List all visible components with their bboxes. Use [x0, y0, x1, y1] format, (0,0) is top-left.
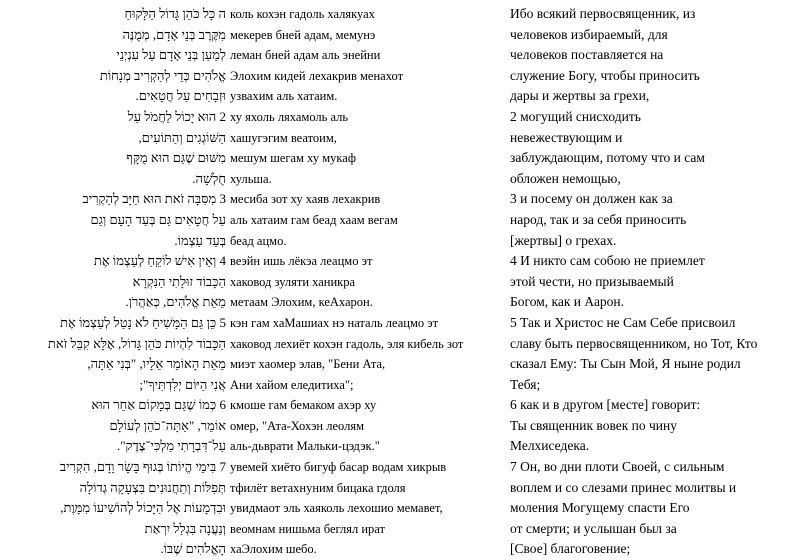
text-line: славу быть первосвященником, но Тот, Кто	[510, 335, 758, 351]
text-line: человеков избираемый, для	[510, 26, 668, 42]
text-line: увидмаот эль хаяколь лехошио мемавет,	[230, 501, 443, 516]
text-line: 7 Он, во дни плоти Своей, с сильным	[510, 459, 725, 475]
text-line: 5 Так и Христос не Сам Себе присвоил	[510, 314, 736, 330]
text-line: метаам Элохим, кеАхарон.	[230, 295, 373, 310]
text-line: Тебя;	[510, 376, 541, 392]
text-line: невежествующим и	[510, 129, 623, 145]
text-line: веэйн ишь лёкэа леацмо эт	[230, 254, 373, 269]
text-line: аль хатаим гам беад хаам вегам	[230, 212, 398, 227]
text-line: 6 как и в другом [месте] говорит:	[510, 397, 701, 413]
text-line: עַל־דִּבְרָתִי מַלְכִּי־צֶדֶק".	[116, 438, 226, 454]
text-line: 2 הוּא יָכוֹל לַחֲמֹל עַל	[127, 108, 226, 124]
text-line: 7 בִּימֵי הֱיוֹתוֹ בְּגוּף בָּשָׂר וָדָם, הִקְרִיב	[59, 459, 226, 475]
text-line: хаЭлохим шебо.	[230, 542, 317, 557]
text-line: месиба зот ху хаяв лехакрив	[230, 192, 381, 207]
text-line: מִקֶּרֶב בְּנֵי אָדָם, מְמֻנֶּה	[122, 26, 226, 42]
text-line: миэт хаомер элав, "Бени Ата,	[230, 357, 386, 372]
text-line: народ, так и за себя приносить	[510, 211, 687, 227]
text-line: 3 и посему он должен как за	[510, 191, 673, 207]
text-line: Ибо всякий первосвященник, из	[510, 6, 696, 21]
text-line: הַכָּבוֹד זוּלָתִי הַנִּקְרָא	[132, 273, 226, 289]
text-line: [Свое] благоговение;	[510, 541, 631, 557]
text-line: хаковод зуляти ханикра	[230, 274, 356, 289]
text-line: אֱלֹהִים כְּדֵי לְהַקְרִיב מְנָחוֹת	[99, 67, 226, 83]
text-line: ה כָּל כֹּהֵן גָּדוֹל הַלָּקוּחַ	[124, 6, 226, 21]
text-line: узвахим аль хатаим.	[230, 89, 338, 104]
text-line: הַכָּבוֹד לִהְיוֹת כֹּהֵן גָּדוֹל, אֶלָּא קִבֵּל זֹאת	[47, 335, 226, 351]
transliteration-column	[230, 4, 500, 560]
text-line: дары и жертвы за грехи,	[510, 88, 650, 104]
text-line: леман бней адам аль энейни	[230, 48, 381, 63]
text-line: מֵאֵת אֱלֹהִים, כְּאַהֲרֹן.	[125, 294, 226, 310]
text-line: кэн гам хаМашиах нэ наталь леацмо эт	[230, 315, 439, 330]
text-line: этой чести, но призываемый	[510, 273, 674, 289]
text-line: моления Могущему спасти Его	[510, 500, 690, 516]
text-line: וּזְבָחִים עַל חֲטָאִים.	[135, 88, 226, 104]
text-line: חֻלְשָׁה.	[192, 170, 226, 186]
text-line: обложен немощью,	[510, 170, 621, 186]
text-line: 4 И никто сам собою не приемлет	[510, 253, 705, 269]
text-line: кмоше гам бемаком ахэр ху	[230, 398, 377, 413]
text-line: сказал Ему: Ты Сын Мой, Я ныне родил	[510, 356, 741, 372]
text-line: мекерев бней адам, мемунэ	[230, 27, 376, 42]
text-line: коль кохэн гадоль халякуах	[230, 7, 375, 21]
hebrew-column	[4, 4, 226, 560]
text-line: 3 מִסִּבָּה זֹאת הוּא חַיָּב לְהַקְרִיב	[82, 191, 226, 207]
text-line: хаковод лехиёт кохэн гадоль, эля кибель зот	[230, 336, 464, 351]
text-line: [жертвы] о грехах.	[510, 232, 617, 248]
text-line: 2 могущий снисходить	[510, 108, 641, 124]
text-line: хульша.	[230, 171, 272, 186]
text-line: וְנַעֲנָה בִּגְלַל יִרְאַת	[144, 520, 226, 536]
text-line: עַל חֲטָאִים גַּם בְּעַד הָעָם וְגַם	[90, 211, 226, 227]
text-line: וּבִדְמָעוֹת אֶל הַיָּכוֹל לְהוֹשִׁיעוֹ מִמָּוֶת,	[60, 500, 226, 516]
russian-column	[510, 4, 798, 560]
text-line: воплем и со слезами принес молитвы и	[510, 479, 737, 495]
text-line: ху яхоль ляхамоль аль	[230, 109, 349, 124]
text-line: аль-дьврати Мальки-цэдэк."	[230, 439, 380, 454]
text-line: הָאֱלֹהִים שֶׁבּוֹ.	[160, 541, 226, 557]
text-line: הַשּׁוֹגְגִים וְהַתּוֹעִים,	[138, 129, 226, 145]
text-line: אֲנִי הַיּוֹם יְלִדְתִּיךָ";	[139, 376, 226, 392]
text-line: увемей хиёто бигуф басар водам хикрыв	[230, 460, 447, 475]
text-line: тфилёт ветахнуним бицака гдоля	[230, 480, 406, 495]
text-line: веомнам нишьма беглял ират	[230, 521, 385, 536]
text-line: מֵאֵת הָאוֹמֵר אֵלָיו, "בְּנִי אַתָּה,	[87, 356, 226, 372]
text-line: לְמַעַן בְּנֵי אָדָם עַל עִנְיְנֵי	[116, 47, 226, 63]
text-line: Ты священник вовек по чину	[510, 417, 678, 433]
text-line: Богом, как и Аарон.	[510, 294, 625, 310]
text-line: מִשּׁוּם שֶׁגַּם הוּא מֻקָּף	[126, 150, 226, 166]
text-line: омер, "Ата-Хохэн леолям	[230, 418, 365, 433]
text-line: заблуждающим, потому что и сам	[510, 150, 705, 166]
text-line: беад ацмо.	[230, 233, 287, 248]
text-line: хашугэгим веатоим,	[230, 130, 337, 145]
text-line: 4 וְאֵין אִישׁ לוֹקֵחַ לְעַצְמוֹ אֶת	[93, 253, 226, 269]
text-line: человеков поставляется на	[510, 47, 664, 63]
text-line: אוֹמֵר, "אַתָּה־כֹהֵן לְעוֹלָם	[109, 417, 226, 433]
text-line: служение Богу, чтобы приносить	[510, 67, 700, 83]
text-line: от смерти; и услышан был за	[510, 520, 677, 536]
text-line: Мелхиседека.	[510, 438, 590, 454]
text-line: תְּפִלּוֹת וְתַחֲנוּנִים בִּצְעָקָה גְדוֹלָה	[79, 479, 226, 495]
text-line: 5 כֵּן גַּם הַמָּשִׁיחַ לֹא נָטַל לְעַצְמוֹ אֶת	[60, 314, 226, 330]
text-line: мешум шегам ху мукаф	[230, 151, 356, 166]
text-line: Ани хайом еледитиха";	[230, 377, 354, 392]
text-line: 6 כְּמוֹ שֶׁגַּם בְּמָקוֹם אַחֵר הוּא	[91, 397, 226, 413]
text-line: בְּעַד עַצְמוֹ.	[174, 232, 226, 248]
text-line: Элохим кидей лехакрив менахот	[230, 68, 404, 83]
